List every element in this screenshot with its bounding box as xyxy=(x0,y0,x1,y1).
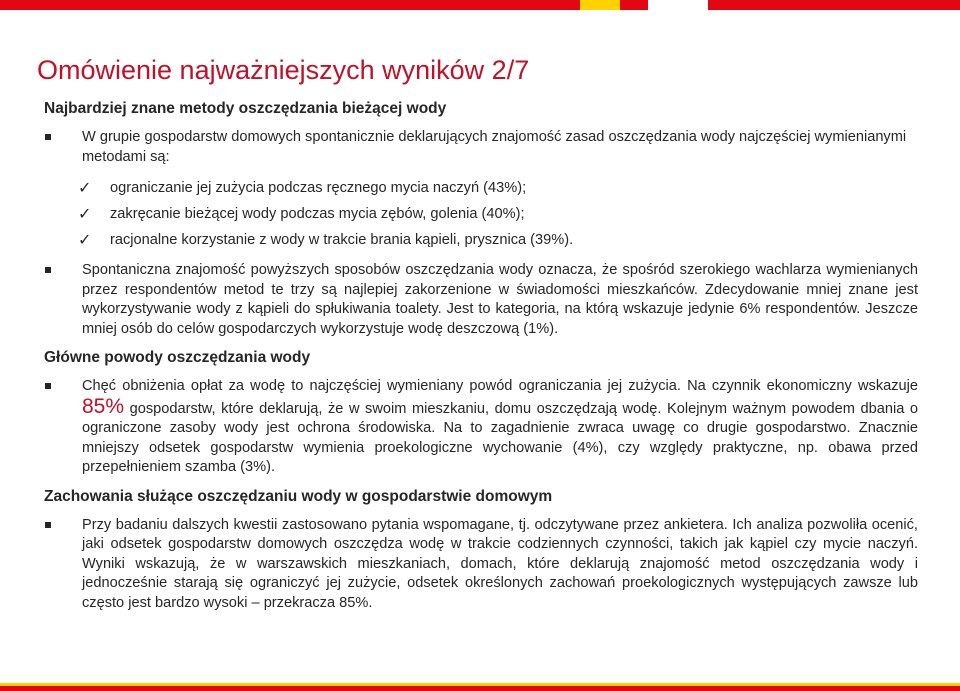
section-heading-methods: Najbardziej znane metody oszczędzania bieżącej wody xyxy=(44,100,447,117)
square-bullet-icon xyxy=(44,516,82,614)
square-bullet-icon xyxy=(44,377,82,478)
bullet-text-part: gospodarstw, które deklarują, że w swoim mieszkaniu, domu oszczędzają wodę. Kolejnym ważnym powodem dbania o ograniczone zasoby wody jest ochrona środowiska. Na to zagadnienie zwraca uwagę co drugie gospodarstwo. Znacznie mniejszy odsetek gospodarstw wymienia proekologiczne wychowanie (4%), czy względy praktyczne, np. obawa przed przepełnieniem szamba (3%). xyxy=(82,400,918,475)
section-heading-behaviours: Zachowania służące oszczędzaniu wody w gospodarstwie domowym xyxy=(44,487,553,505)
list-item xyxy=(44,128,918,167)
bullet-text: W grupie gospodarstw domowych spontanicznie deklarujących znajomość zasad oszczędzania wody najczęściej wymienianymi metodami są: xyxy=(82,129,907,165)
checkmark-icon: ✓ xyxy=(78,206,92,223)
bottom-decorative-bar xyxy=(0,683,960,691)
bullet-text: Spontaniczna znajomość powyższych sposobów oszczędzania wody oznacza, że spośród szerokiego wachlarza wymienianych przez respondentów metod te trzy są najlepiej zakorzenione w świadomości mieszkańców. Zdecydowanie mniej znane jest wykorzystywanie wody z kąpieli do spłukiwania toalety. Jest to kategoria, na którą wskazuje jedynie 6% respondentów. Jeszcze mniej osób do celów gospodarczych wykorzystuje wodę deszczową (1%). xyxy=(82,262,918,337)
list-item xyxy=(44,516,918,614)
square-bullet-icon xyxy=(44,128,82,167)
checkmark-icon: ✓ xyxy=(78,232,92,249)
square-bullet-icon xyxy=(44,261,82,339)
bullet-text xyxy=(82,377,918,478)
bullet-text-part: Chęć obniżenia opłat za wodę to najczęściej wymieniany powód ograniczania jej zużycia. Na czynnik ekonomiczny wskazuje xyxy=(82,378,918,394)
checklist-item-text: zakręcanie bieżącej wody podczas mycia zębów, golenia (40%); xyxy=(110,206,525,222)
top-bar-red-segment xyxy=(620,0,648,10)
highlight-value: 85% xyxy=(82,394,125,418)
list-item xyxy=(44,377,918,478)
top-bar-gap xyxy=(648,0,708,10)
slide-content xyxy=(44,100,918,621)
checkmark-icon: ✓ xyxy=(78,180,92,197)
checklist-item-text: ograniczanie jej zużycia podczas ręcznego mycia naczyń (43%); xyxy=(110,180,527,196)
top-bar-red-segment xyxy=(708,0,960,10)
checklist-item xyxy=(78,175,918,201)
checklist-item-text: racjonalne korzystanie z wody w trakcie brania kąpieli, prysznica (39%). xyxy=(110,232,574,248)
top-bar-red-segment xyxy=(0,0,580,10)
top-bar-yellow-segment xyxy=(580,0,620,10)
slide-title: Omówienie najważniejszych wyników 2/7 xyxy=(37,55,530,85)
bottom-bar-yellow-segment xyxy=(0,683,960,686)
methods-checklist xyxy=(78,175,918,253)
checklist-item xyxy=(78,201,918,227)
list-item xyxy=(44,261,918,339)
top-decorative-bar xyxy=(0,0,960,17)
checklist-item xyxy=(78,227,918,253)
section-heading-reasons: Główne powody oszczędzania wody xyxy=(44,349,311,366)
bullet-text: Przy badaniu dalszych kwestii zastosowano pytania wspomagane, tj. odczytywane przez ankietera. Ich analiza pozwoliła ocenić, jaki odsetek gospodarstw domowych oszczędza wodę w trakcie codziennych czynności, takich jak kąpiel czy mycie naczyń. Wyniki wskazują, że w warszawskich mieszkaniach, domach, które deklarują znajomość metod oszczędzania wody i jednocześnie starają się ograniczyć jej zużycie, odsetek określonych zachowań proekologicznych występujących zawsze lub często jest bardzo wysoki – przekracza 85%. xyxy=(82,516,918,611)
